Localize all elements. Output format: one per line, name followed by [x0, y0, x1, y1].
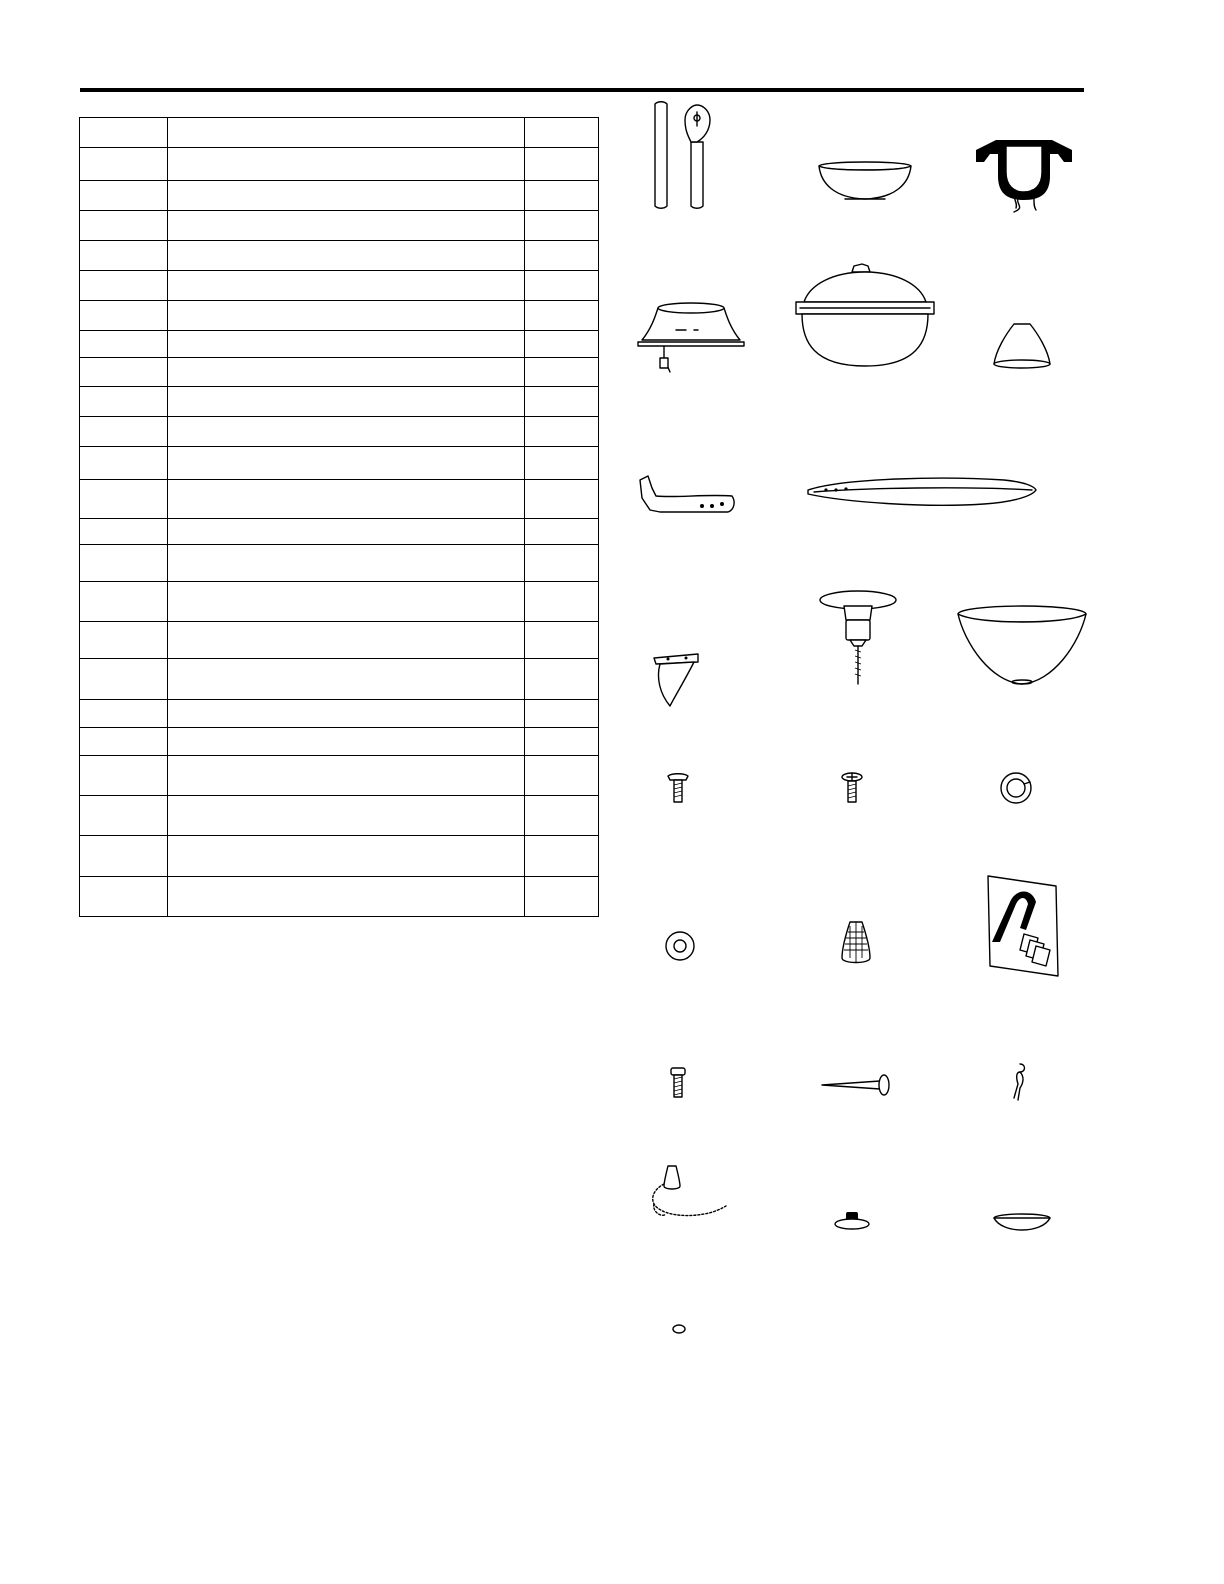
bracket-screw-icon [840, 772, 864, 804]
table-cell [167, 480, 525, 519]
table-cell [525, 622, 599, 659]
table-row [80, 582, 599, 622]
table-cell [80, 181, 168, 211]
table-cell [525, 301, 599, 331]
table-cell [167, 181, 525, 211]
table-cell [80, 659, 168, 700]
table-row [80, 728, 599, 756]
fan-blade-icon [804, 472, 1040, 512]
table-row [80, 836, 599, 877]
table-cell [167, 519, 525, 545]
table-cell [80, 301, 168, 331]
table-cell [167, 331, 525, 358]
table-header-row [80, 118, 599, 148]
pull-chain-icon [642, 1164, 732, 1226]
table-cell [167, 387, 525, 417]
table-row [80, 622, 599, 659]
table-cell [167, 582, 525, 622]
table-cell [525, 836, 599, 877]
clevis-pin-icon [818, 1072, 894, 1098]
table-row [80, 756, 599, 796]
table-cell [167, 417, 525, 447]
table-row [80, 700, 599, 728]
table-row [80, 301, 599, 331]
table-cell [80, 545, 168, 582]
table-row [80, 148, 599, 181]
table-cell [525, 358, 599, 387]
glass-bowl-icon [955, 604, 1089, 688]
chain-fob-icon [832, 1210, 872, 1232]
table-row [80, 387, 599, 417]
table-cell [80, 756, 168, 796]
table-cell [525, 211, 599, 241]
table-header-cell [80, 118, 168, 148]
table-cell [525, 417, 599, 447]
table-cell [80, 148, 168, 181]
table-cell [80, 241, 168, 271]
table-cell [80, 877, 168, 917]
table-row [80, 877, 599, 917]
table-cell [80, 480, 168, 519]
table-row [80, 519, 599, 545]
blade-bracket-icon [650, 650, 704, 712]
table-cell [167, 877, 525, 917]
motor-housing-icon [790, 262, 940, 372]
table-row [80, 181, 599, 211]
table-cell [80, 447, 168, 480]
table-cell [167, 148, 525, 181]
table-cell [525, 241, 599, 271]
table-row [80, 271, 599, 301]
table-cell [525, 545, 599, 582]
table-cell [525, 728, 599, 756]
table-cell [80, 622, 168, 659]
table-row [80, 331, 599, 358]
table-cell [80, 796, 168, 836]
table-cell [525, 271, 599, 301]
blade-balancing-kit-icon [982, 872, 1062, 980]
table-cell [525, 148, 599, 181]
table-cell [167, 836, 525, 877]
table-cell [525, 659, 599, 700]
canopy-cover-icon [815, 160, 915, 204]
parts-table [79, 117, 599, 917]
table-cell [80, 211, 168, 241]
table-cell [167, 728, 525, 756]
table-cell [80, 358, 168, 387]
table-cell [80, 836, 168, 877]
wire-connector-icon [840, 918, 872, 968]
table-cell [525, 387, 599, 417]
table-cell [167, 358, 525, 387]
table-cell [167, 447, 525, 480]
mounting-bracket-icon [974, 132, 1074, 216]
table-cell [167, 301, 525, 331]
table-cell [525, 331, 599, 358]
table-cell [167, 700, 525, 728]
table-cell [80, 700, 168, 728]
table-cell [167, 241, 525, 271]
table-cell [525, 877, 599, 917]
table-row [80, 211, 599, 241]
table-cell [525, 756, 599, 796]
table-cell [525, 519, 599, 545]
blade-screw-icon [666, 772, 690, 804]
table-cell [167, 659, 525, 700]
table-row [80, 796, 599, 836]
blade-arm-icon [636, 470, 740, 520]
table-cell [167, 622, 525, 659]
table-row [80, 417, 599, 447]
table-cell [80, 728, 168, 756]
table-header-cell [525, 118, 599, 148]
table-row [80, 241, 599, 271]
flat-washer-icon [664, 930, 696, 962]
table-row [80, 545, 599, 582]
table-cell [80, 387, 168, 417]
finial-cap-icon [990, 320, 1054, 372]
table-cell [525, 582, 599, 622]
table-header-cell [167, 118, 525, 148]
table-cell [525, 181, 599, 211]
table-cell [167, 271, 525, 301]
table-row [80, 447, 599, 480]
table-cell [80, 582, 168, 622]
top-rule [80, 88, 1084, 92]
table-cell [525, 796, 599, 836]
table-cell [525, 480, 599, 519]
table-cell [525, 700, 599, 728]
table-cell [167, 545, 525, 582]
table-cell [80, 519, 168, 545]
table-cell [167, 756, 525, 796]
table-row [80, 659, 599, 700]
small-cap-icon [670, 1322, 688, 1336]
lower-cap-icon [990, 1212, 1054, 1232]
table-cell [167, 796, 525, 836]
light-fitter-icon [818, 588, 902, 688]
downrods-icon [648, 100, 738, 212]
table-cell [167, 211, 525, 241]
table-cell [525, 447, 599, 480]
table-cell [80, 331, 168, 358]
lock-washer-icon [998, 770, 1034, 806]
switch-housing-icon [636, 300, 746, 380]
hairpin-clip-icon [1006, 1060, 1032, 1102]
table-row [80, 358, 599, 387]
mounting-screw-icon [668, 1066, 688, 1100]
table-cell [80, 417, 168, 447]
table-row [80, 480, 599, 519]
table-cell [80, 271, 168, 301]
